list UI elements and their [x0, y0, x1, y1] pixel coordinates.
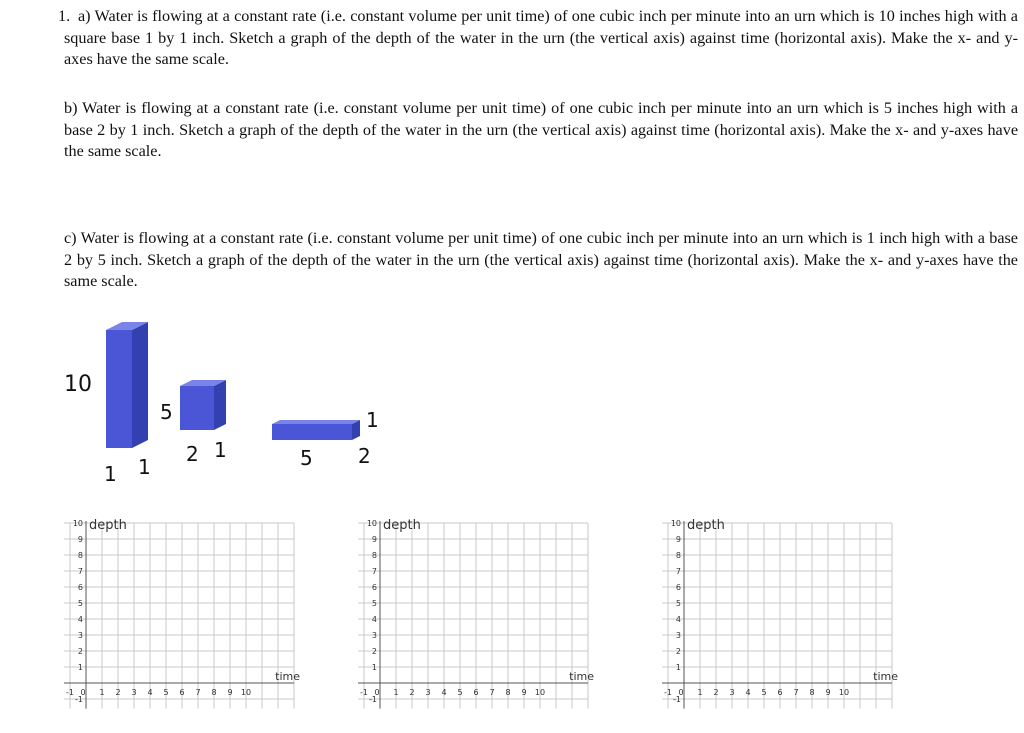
question-a-text: a) Water is flowing at a constant rate (i.e. constant volume per unit time) of one cubic inch per minute into an urn which is 10 inches high with a square base 1 by 1 inch. Sketch a graph of the depth of the water in the urn (the vertical axis) against time (horizontal axis). Make the x- and y-axes have the same scale. [64, 7, 1018, 68]
graph-grid-b [354, 515, 594, 710]
urn-3-base-label-a: 5 [300, 446, 313, 470]
question-b-text: b) Water is flowing at a constant rate (i.e. constant volume per unit time) of one cubic inch per minute into an urn which is 5 inches high with a base 2 by 1 inch. Sketch a graph of the depth of the water in the urn (the vertical axis) against time (horizontal axis). Make the x- and y-axes have the same scale. [64, 99, 1018, 160]
graph-a-x-tick-label: 10 [240, 688, 252, 697]
graph-a-y-tick-label: 5 [77, 599, 83, 608]
graph-b-x-tick-label: 3 [425, 688, 431, 697]
graph-a-x-tick-label: 7 [195, 688, 201, 697]
graph-b-y-tick-label: 3 [371, 631, 377, 640]
graph-c-x-tick-label: 2 [713, 688, 719, 697]
graph-a-x-tick-label: 4 [147, 688, 153, 697]
urn-3-base-label-b: 2 [358, 444, 371, 468]
graph-c-y-tick-label: 8 [675, 551, 681, 560]
urn-2-base-label-b: 1 [214, 438, 227, 462]
graph-c-x-tick-label: 5 [761, 688, 767, 697]
graph-b-y-tick-label: 1 [371, 663, 377, 672]
graph-c-x-tick-label: 0 [678, 688, 684, 697]
graph-b-y-tick-label: 7 [371, 567, 377, 576]
graph-b-x-axis-label: time [569, 670, 594, 683]
graph-b-y-tick-label: 10 [366, 519, 377, 528]
graph-b-y-tick-label: 6 [371, 583, 377, 592]
urn-1-side [132, 322, 148, 448]
graph-c-x-tick-label: 7 [793, 688, 799, 697]
question-b [64, 98, 1018, 163]
graph-a-x-tick-label: 8 [211, 688, 217, 697]
graph-c-y-tick-label: 3 [675, 631, 681, 640]
question-c [64, 228, 1018, 293]
urn-3-height-label: 1 [366, 408, 379, 432]
graph-a-x-tick-label: 6 [179, 688, 185, 697]
graph-a-y-tick-label: 9 [77, 535, 83, 544]
urn-solids-svg [0, 300, 420, 490]
graph-b-y-axis-label: depth [383, 518, 421, 533]
graph-c-x-axis-label: time [873, 670, 898, 683]
urn-2-shape [180, 380, 226, 430]
graph-c-x-tick-label: 4 [745, 688, 751, 697]
graph-a-y-tick-label: -1 [75, 695, 83, 704]
graph-c-x-tick-label: -1 [664, 688, 672, 697]
graph-b-y-tick-label: 5 [371, 599, 377, 608]
question-c-text: c) Water is flowing at a constant rate (i.e. constant volume per unit time) of one cubic inch per minute into an urn which is 1 inch high with a base 2 by 5 inch. Sketch a graph of the depth of the water in the urn (the vertical axis) against time (horizontal axis). Make the x- and y-axes have the same scale. [64, 229, 1018, 290]
graph-c-y-axis-label: depth [687, 518, 725, 533]
graph-c-x-tick-label: 6 [777, 688, 783, 697]
graph-b-x-tick-label: 2 [409, 688, 415, 697]
urn-2-side [214, 380, 226, 430]
question-a [58, 6, 1018, 71]
graph-grid-c-svg [658, 515, 898, 710]
graph-b-y-tick-label: -1 [369, 695, 377, 704]
graph-c-x-tick-label: 10 [838, 688, 850, 697]
graph-b-x-tick-label: 0 [374, 688, 380, 697]
graph-a-y-tick-label: 10 [72, 519, 83, 528]
graph-a-y-axis-label: depth [89, 518, 127, 533]
graph-a-x-tick-label: 2 [115, 688, 121, 697]
urn-2-front [180, 386, 214, 430]
graph-grid-c [658, 515, 898, 710]
graph-a-x-tick-label: 9 [227, 688, 233, 697]
graph-a-y-tick-label: 7 [77, 567, 83, 576]
graph-b-x-tick-label: 10 [534, 688, 546, 697]
graph-a-x-tick-label: 1 [99, 688, 105, 697]
urn-3-top [272, 420, 360, 424]
urn-1-shape [106, 322, 148, 448]
graph-c-y-tick-label: 1 [675, 663, 681, 672]
graph-c-y-tick-label: 9 [675, 535, 681, 544]
graph-b-y-tick-label: 2 [371, 647, 377, 656]
graph-b-x-tick-label: 6 [473, 688, 479, 697]
graph-b-x-tick-label: 5 [457, 688, 463, 697]
graph-a-y-tick-label: 1 [77, 663, 83, 672]
graph-b-y-tick-label: 9 [371, 535, 377, 544]
graph-c-x-tick-label: 1 [697, 688, 703, 697]
graph-a-y-tick-label: 3 [77, 631, 83, 640]
urn-2-height-label: 5 [160, 400, 173, 424]
graph-b-x-tick-label: 1 [393, 688, 399, 697]
graph-c-y-tick-label: 6 [675, 583, 681, 592]
graph-c-y-tick-label: -1 [673, 695, 681, 704]
graph-b-x-tick-label: 9 [521, 688, 527, 697]
urn-1-front [106, 330, 132, 448]
graph-c-x-tick-label: 8 [809, 688, 815, 697]
graph-b-x-tick-label: 7 [489, 688, 495, 697]
graph-grid-a [60, 515, 300, 710]
graph-b-x-tick-label: 8 [505, 688, 511, 697]
urn-1-base-label-a: 1 [104, 462, 117, 486]
urn-2-base-label-a: 2 [186, 442, 199, 466]
graph-c-x-tick-label: 3 [729, 688, 735, 697]
urn-3-shape [272, 420, 360, 440]
graph-a-y-tick-label: 6 [77, 583, 83, 592]
graph-c-x-tick-label: 9 [825, 688, 831, 697]
graph-a-x-tick-label: 3 [131, 688, 137, 697]
graph-b-y-tick-label: 4 [371, 615, 377, 624]
graph-c-y-tick-label: 2 [675, 647, 681, 656]
graph-grid-a-svg [60, 515, 300, 710]
graph-c-y-tick-label: 5 [675, 599, 681, 608]
graph-a-x-tick-label: 0 [80, 688, 86, 697]
urn-illustrations [0, 300, 420, 490]
graph-a-x-tick-label: 5 [163, 688, 169, 697]
graph-a-y-tick-label: 4 [77, 615, 83, 624]
graph-a-y-tick-label: 2 [77, 647, 83, 656]
question-number: 1. [58, 7, 71, 25]
graph-a-x-tick-label: -1 [66, 688, 74, 697]
urn-1-height-label: 10 [64, 372, 92, 397]
graph-b-x-tick-label: 4 [441, 688, 447, 697]
graph-a-x-axis-label: time [275, 670, 300, 683]
urn-3-front [272, 424, 352, 440]
graph-b-x-tick-label: -1 [360, 688, 368, 697]
graph-c-y-tick-label: 4 [675, 615, 681, 624]
graph-a-y-tick-label: 8 [77, 551, 83, 560]
graph-c-y-tick-label: 7 [675, 567, 681, 576]
urn-1-base-label-b: 1 [138, 455, 151, 479]
graph-c-y-tick-label: 10 [670, 519, 681, 528]
graph-b-y-tick-label: 8 [371, 551, 377, 560]
graph-grid-b-svg [354, 515, 594, 710]
